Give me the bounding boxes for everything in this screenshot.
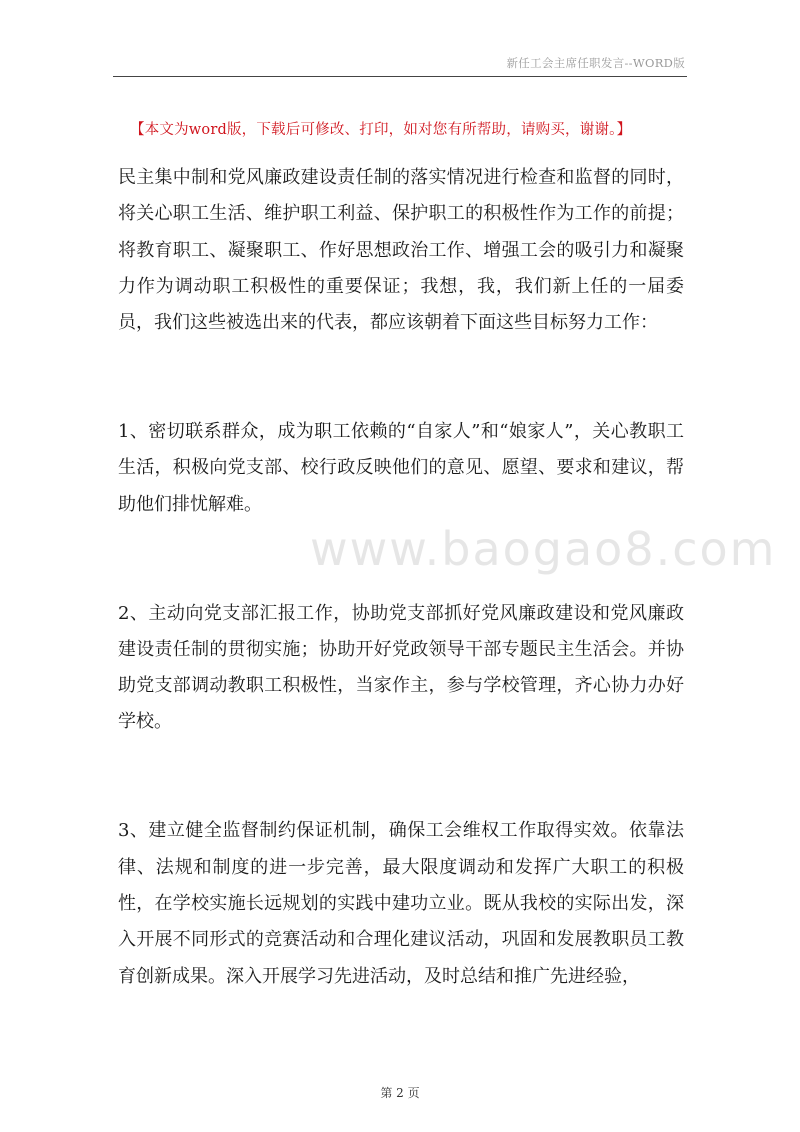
paragraph-item-1: 1、密切联系群众，成为职工依赖的“自家人”和“娘家人”，关心教职工生活，积极向党支部、校行政反映他们的意见、愿望、要求和建议，帮助他们排忧解难。	[118, 421, 684, 515]
purchase-notice: 【本文为word版，下载后可修改、打印，如对您有所帮助，请购买，谢谢。】	[130, 122, 632, 138]
document-body	[118, 160, 684, 995]
watermark: www.baogao8.com	[310, 522, 777, 576]
paragraph-spacer	[118, 523, 684, 596]
page-header	[113, 52, 687, 77]
paragraph-intro: 民主集中制和党风廉政建设责任制的落实情况进行检查和监督的同时，将关心职工生活、维护职工利益、保护职工的积极性作为工作的前提；将教育职工、凝聚职工、作好思想政治工作、增强工会的吸引力和凝聚力作为调动职工积极性的重要保证；我想，我，我们新上任的一届委员，我们这些被选出来的代表，都应该朝着下面这些目标努力工作：	[118, 167, 684, 334]
header-title: 新任工会主席任职发言--WORD版	[506, 56, 685, 70]
paragraph-item-2: 2、主动向党支部汇报工作，协助党支部抓好党风廉政建设和党风廉政建设责任制的贯彻实施；协助开好党政领导干部专题民主生活会。并协助党支部调动教职工积极性，当家作主，参与学校管理，齐心协力办好学校。	[118, 602, 684, 733]
paragraph-item-3: 3、建立健全监督制约保证机制，确保工会维权工作取得实效。依靠法律、法规和制度的进一步完善，最大限度调动和发挥广大职工的积极性，在学校实施长远规划的实践中建功立业。既从我校的实际出发，深入开展不同形式的竞赛活动和合理化建议活动，巩固和发展教职员工教育创新成果。深入开展学习先进活动，及时总结和推广先进经验，	[118, 820, 684, 987]
page-number: 第 2 页	[380, 1086, 420, 1100]
paragraph-spacer	[118, 341, 684, 414]
paragraph-spacer	[118, 741, 684, 814]
